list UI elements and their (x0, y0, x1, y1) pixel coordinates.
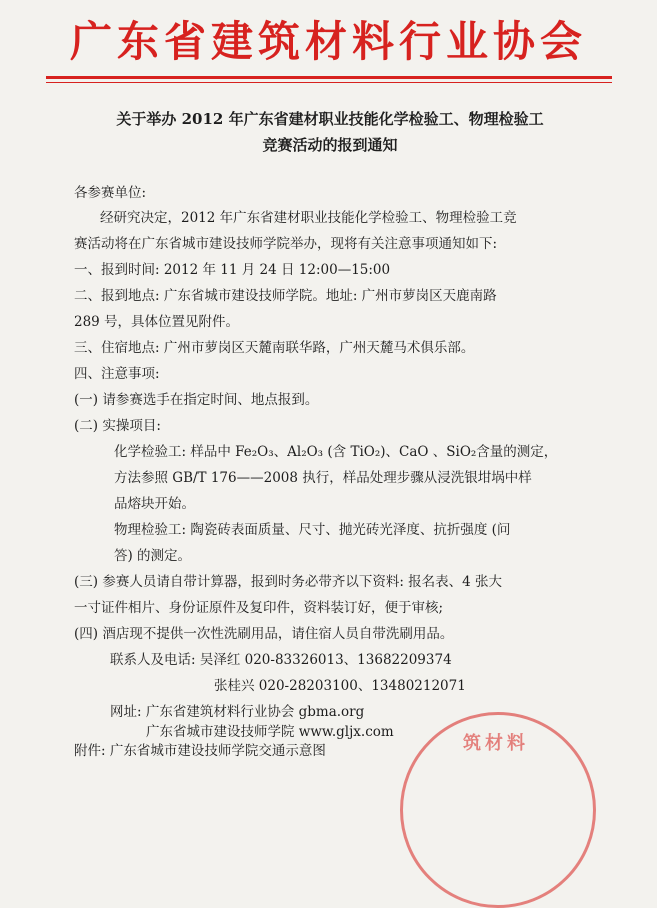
item-report-location-line2: 289 号，具体位置见附件。 (74, 314, 240, 330)
notice-title-line2: 竞赛活动的报到通知 (262, 136, 398, 154)
phys-test-line1: 物理检验工: 陶瓷砖表面质量、尺寸、抛光砖光泽度、抗折强度 (问 (114, 522, 511, 538)
salutation: 各参赛单位: (74, 185, 147, 201)
official-seal (400, 712, 596, 908)
seal-text: 筑材料 (463, 733, 529, 754)
note-3-line2: 一寸证件相片、身份证原件及复印件，资料装订好，便于审核; (74, 600, 444, 616)
item-report-location-line1: 二、报到地点: 广东省城市建设技师学院。地址: 广州市萝岗区天鹿南路 (74, 288, 497, 304)
note-4: (四) 酒店现不提供一次性洗刷用品，请住宿人员自带洗刷用品。 (74, 626, 454, 642)
letterhead-org-name: 广东省建筑材料行业协会 (69, 17, 587, 66)
chem-test-line1: 化学检验工: 样品中 Fe₂O₃、Al₂O₃ (含 TiO₂)、CaO 、SiO₂含量的测定， (114, 444, 558, 460)
chem-test-line2: 方法参照 GB/T 176——2008 执行，样品处理步骤从浸洗银坩埚中样 (114, 470, 532, 486)
item-accommodation: 三、住宿地点: 广州市萝岗区天麓南联华路，广州天麓马术俱乐部。 (74, 340, 475, 356)
note-1: (一) 请参赛选手在指定时间、地点报到。 (74, 392, 319, 408)
phys-test-line2: 答) 的测定。 (114, 548, 192, 564)
item-notes-heading: 四、注意事项: (74, 366, 160, 382)
item-report-time: 一、报到时间: 2012 年 11 月 24 日 12:00—15:00 (74, 262, 391, 278)
note-3-line1: (三) 参赛人员请自带计算器，报到时务必带齐以下资料: 报名表、4 张大 (74, 574, 503, 590)
website-line1: 网址: 广东省建筑材料行业协会 gbma.org (110, 704, 365, 720)
website-line2: 广东省城市建设技师学院 www.gljx.com (146, 724, 394, 740)
contact-line1: 联系人及电话: 吴泽红 020-83326013、13682209374 (110, 652, 452, 668)
intro-line1: 经研究决定，2012 年广东省建材职业技能化学检验工、物理检验工竞 (100, 210, 517, 226)
note-2: (二) 实操项目: (74, 418, 161, 434)
contact-line2: 张桂兴 020-28203100、13480212071 (214, 678, 466, 694)
letterhead-rule-thin (46, 82, 612, 83)
chem-test-line3: 品熔块开始。 (114, 496, 195, 512)
letterhead-rule-thick (46, 76, 612, 79)
intro-line2: 赛活动将在广东省城市建设技师学院举办，现将有关注意事项通知如下: (74, 236, 498, 252)
notice-title-line1: 关于举办 2012 年广东省建材职业技能化学检验工、物理检验工 (116, 110, 544, 128)
attachment: 附件: 广东省城市建设技师学院交通示意图 (74, 743, 326, 759)
